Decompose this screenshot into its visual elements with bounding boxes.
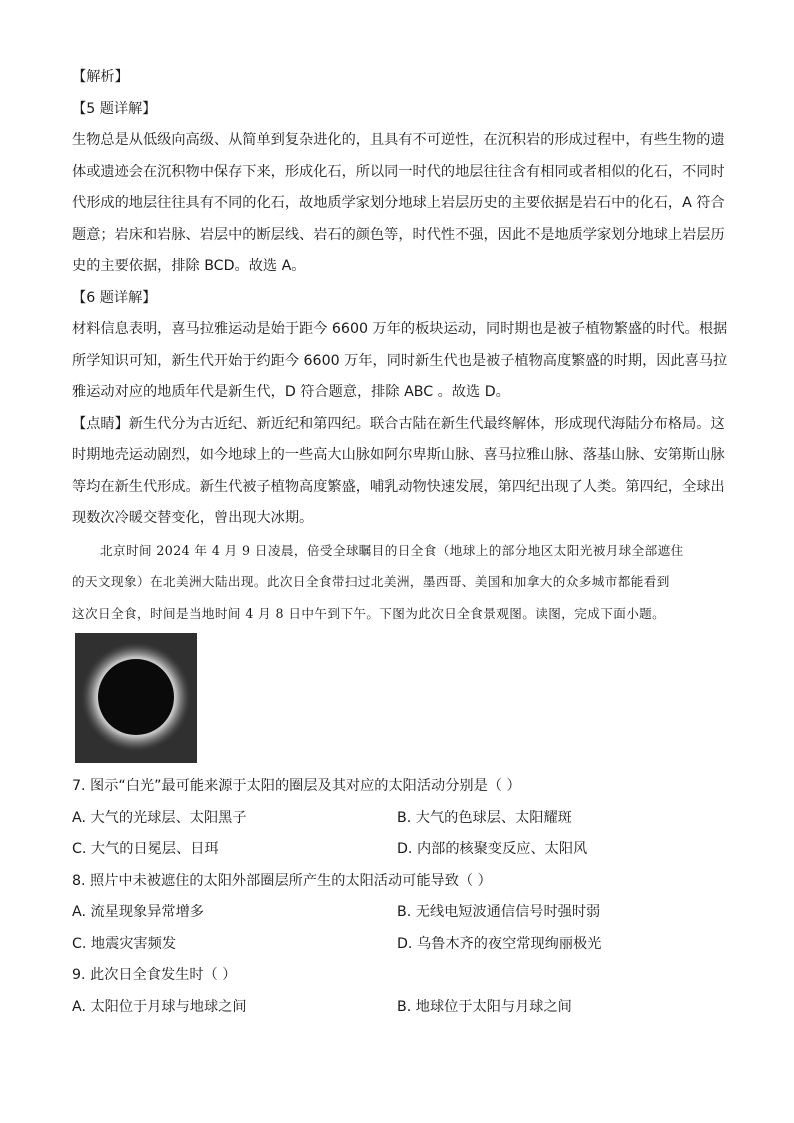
material-text-line: 这次日全食，时间是当地时间 4 月 8 日中午到下午。下图为此次日全食景观图。读图，完成下面小题。: [72, 605, 666, 621]
question-8-stem: 8. 照片中未被遮住的太阳外部圈层所产生的太阳活动可能导致（ ）: [72, 872, 492, 889]
question-8-options-row: [72, 929, 722, 961]
q5-text-line: 体或遗迹会在沉积物中保存下来，形成化石，所以同一时代的地层往往含有相同或者相似的化石，不同时: [72, 163, 725, 180]
tip-text-line: 等均在新生代形成。新生代被子植物高度繁盛，哺乳动物快速发展，第四纪出现了人类。第四纪，全球出: [72, 478, 725, 495]
q5-text-line: 题意；岩床和岩脉、岩层中的断层线、岩石的颜色等，时代性不强，因此不是地质学家划分地球上岩层历: [72, 226, 725, 243]
q6-text-line: 材料信息表明，喜马拉雅运动是始于距今 6600 万年的板块运动，同时期也是被子植物繁盛的时代。根据: [72, 321, 728, 337]
question-8-option-c[interactable]: C. 地震灾害频发: [72, 935, 177, 952]
question-8-option-a[interactable]: A. 流星现象异常增多: [72, 904, 204, 920]
q5-header: 【5 题详解】: [72, 100, 157, 117]
question-8-options-row: [72, 897, 722, 929]
question-7-option-a[interactable]: A. 大气的光球层、太阳黑子: [72, 809, 247, 826]
question-8-option-b[interactable]: B. 无线电短波通信信号时强时弱: [397, 904, 601, 920]
tip-text-line: 时期地壳运动剧烈，如今地球上的一些高大山脉如阿尔卑斯山脉、喜马拉雅山脉、落基山脉、安第斯山脉: [72, 447, 725, 463]
q5-text-line: 代形成的地层往往具有不同的化石，故地质学家划分地球上岩层历史的主要依据是岩石中的化石，A 符合: [72, 195, 725, 211]
q6-text-line: 所学知识可知，新生代开始于约距今 6600 万年，同时新生代也是被子植物高度繁盛的时期，因此喜马拉: [72, 352, 728, 369]
q6-header: 【6 题详解】: [72, 289, 157, 306]
eclipse-photo-container: [72, 629, 722, 771]
analysis-header: 【解析】: [72, 69, 129, 85]
material-text-line: 的天文现象）在北美洲大陆出现。此次日全食带扫过北美洲，墨西哥、美国和加拿大的众多城市都能看到: [72, 574, 670, 589]
question-7-option-d[interactable]: D. 内部的核聚变反应、太阳风: [397, 841, 588, 857]
question-9-options-row: [72, 992, 722, 1024]
q5-text-line: 史的主要依据，排除 BCD。故选 A。: [72, 258, 306, 274]
question-8-option-d[interactable]: D. 乌鲁木齐的夜空常现绚丽极光: [397, 935, 602, 952]
tip-text-line: 现数次冷暖交替变化，曾出现大冰期。: [72, 510, 314, 526]
question-9-option-b[interactable]: B. 地球位于太阳与月球之间: [397, 998, 572, 1015]
question-9-option-a[interactable]: A. 太阳位于月球与地球之间: [72, 998, 247, 1015]
document-content: [72, 62, 728, 1023]
tip-text-line: 【点睛】新生代分为古近纪、新近纪和第四纪。联合古陆在新生代最终解体，形成现代海陆分布格局。这: [72, 415, 725, 432]
q6-text-line: 雅运动对应的地质年代是新生代，D 符合题意，排除 ABC 。故选 D。: [72, 384, 510, 400]
material-text-line: 北京时间 2024 年 4 月 9 日凌晨，倍受全球瞩目的日全食（地球上的部分地区太阳光被月球全部遮住: [100, 542, 684, 558]
eclipse-image: [75, 633, 197, 763]
question-7-option-c[interactable]: C. 大气的日冕层、日珥: [72, 841, 219, 857]
question-7-stem: 7. 图示“白光”最可能来源于太阳的圈层及其对应的太阳活动分别是（ ）: [72, 778, 521, 794]
question-7-option-b[interactable]: B. 大气的色球层、太阳耀斑: [397, 809, 572, 826]
eclipse-photo: [75, 633, 197, 763]
question-7-options-row: [72, 834, 722, 866]
q5-text-line: 生物总是从低级向高级、从简单到复杂进化的，且具有不可逆性，在沉积岩的形成过程中，有些生物的遗: [72, 132, 725, 148]
question-7-options-row: [72, 803, 722, 835]
question-9-stem: 9. 此次日全食发生时（ ）: [72, 967, 237, 983]
